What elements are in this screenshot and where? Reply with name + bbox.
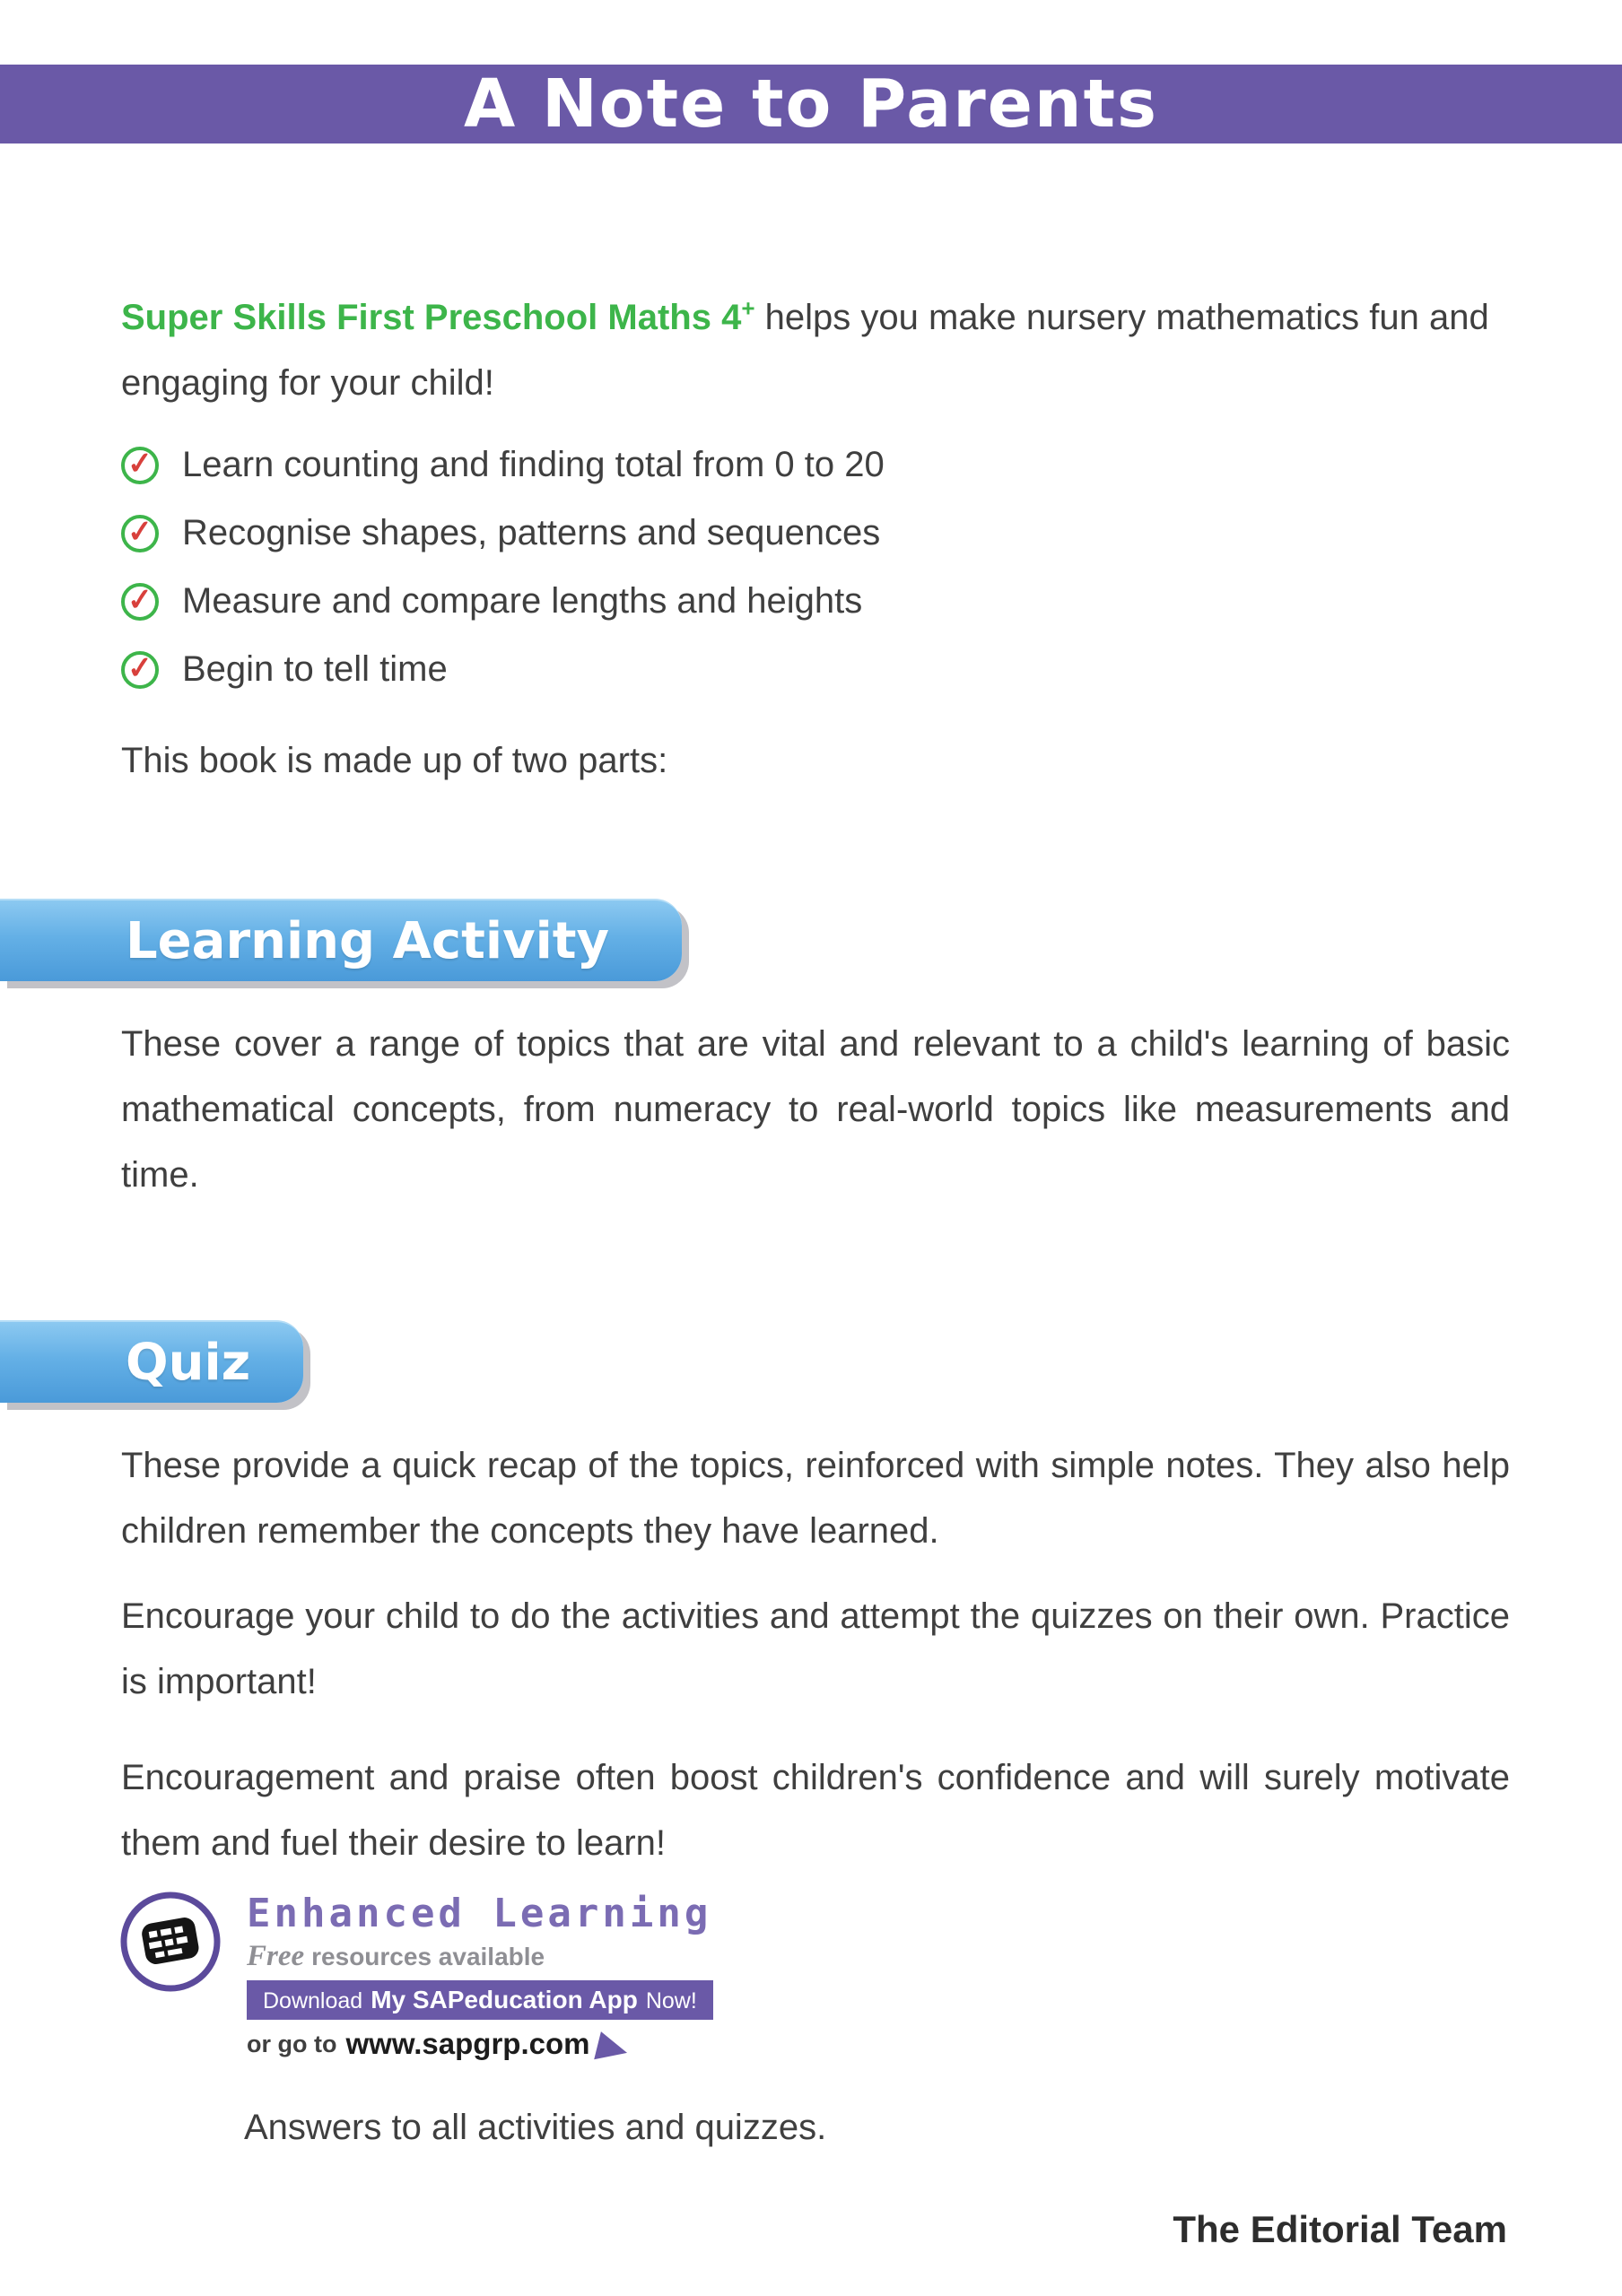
enhanced-learning-promo [119,1891,713,2061]
app-name: My SAPeducation App [371,1986,638,2013]
editorial-team-signature: The Editorial Team [1173,2208,1507,2250]
learning-activity-paragraph: These cover a range of topics that are vital and relevant to a child's learning of basic mathematical concepts, from numeracy to real-world topics like measurements and time. [121,1024,1510,1195]
feature-list [121,445,1521,718]
learning-activity-tab [0,899,682,981]
intro-rest: helps you make nursery mathematics fun and engaging for your child! [121,298,1489,403]
two-parts-line: This book is made up of two parts: [121,741,668,780]
download-app-banner [247,1980,713,2020]
list-item-label: Learn counting and finding total from 0 to 20 [182,445,885,484]
list-item [121,445,1521,485]
goto-pre: or go to [247,2030,337,2057]
download-pre: Download [263,1988,363,2013]
quiz-tab [0,1320,303,1403]
website-url: www.sapgrp.com [345,2027,590,2060]
promo-text-column [247,1891,713,2061]
answers-line: Answers to all activities and quizzes. [244,2108,827,2147]
quiz-heading: Quiz [126,1333,251,1392]
book-title-highlight: Super Skills First Preschool Maths 4+ [121,294,755,337]
arrow-flag-icon [595,2031,632,2066]
check-circle-icon: ✓ [121,651,159,689]
list-item [121,649,1521,690]
list-item-label: Begin to tell time [182,649,448,689]
learning-activity-heading: Learning Activity [126,911,610,970]
quiz-paragraph-3: Encouragement and praise often boost children's confidence and will surely motivate them and fuel their desire to learn! [121,1758,1510,1863]
list-item [121,581,1521,622]
title-band [0,65,1622,144]
list-item-label: Recognise shapes, patterns and sequences [182,513,881,552]
download-post: Now! [645,1988,697,2013]
plus-superscript: + [741,294,755,322]
quiz-paragraph-2: Encourage your child to do the activities and attempt the quizzes on their own. Practice is important! [121,1596,1510,1701]
enhanced-learning-logo-icon [119,1891,222,1993]
free-word: Free [247,1940,305,1972]
enhanced-learning-wordmark: Enhanced Learning [247,1891,712,1936]
website-line [247,2027,713,2061]
check-circle-icon: ✓ [121,515,159,552]
quiz-paragraph-1: These provide a quick recap of the topics, reinforced with simple notes. They also help children remember the concepts they have learned. [121,1446,1510,1551]
intro-paragraph [121,285,1521,416]
check-circle-icon: ✓ [121,447,159,484]
check-circle-icon: ✓ [121,583,159,621]
list-item [121,513,1521,553]
free-resources-line [247,1940,713,1973]
free-rest: resources available [311,1943,545,1970]
list-item-label: Measure and compare lengths and heights [182,581,863,621]
page-title: A Note to Parents [463,65,1159,143]
